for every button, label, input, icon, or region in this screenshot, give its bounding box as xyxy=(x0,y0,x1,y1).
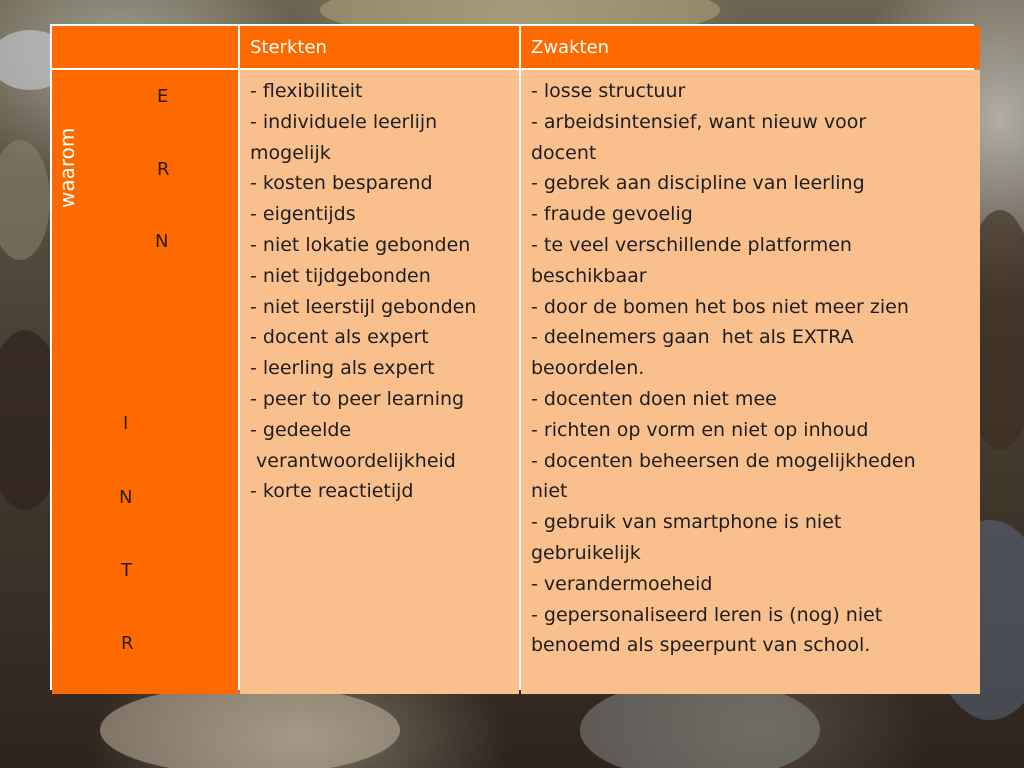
strength-line: - gedeelde xyxy=(250,418,352,441)
weakness-line: benoemd als speerpunt van school. xyxy=(531,634,871,657)
header-zwakten: Zwakten xyxy=(521,26,980,68)
weakness-line: - te veel verschillende platformen xyxy=(531,233,852,256)
weakness-line: - richten op vorm en niet op inhoud xyxy=(531,418,869,441)
weakness-line: - gepersonaliseerd leren is (nog) niet xyxy=(531,603,883,626)
weaknesses-cell xyxy=(521,70,980,694)
weakness-line: - verandermoeheid xyxy=(531,572,713,595)
strength-line: - niet leerstijl gebonden xyxy=(250,295,477,318)
letter-t: T xyxy=(121,560,132,581)
weakness-line: - docenten doen niet mee xyxy=(531,387,777,410)
strength-line: - docent als expert xyxy=(250,326,429,349)
weakness-line: - arbeidsintensief, want nieuw voor xyxy=(531,110,867,133)
letter-r2: R xyxy=(121,633,134,654)
swot-table xyxy=(50,24,974,690)
weakness-line: gebruikelijk xyxy=(531,541,641,564)
weakness-line: - docenten beheersen de mogelijkheden xyxy=(531,449,916,472)
strength-line: - peer to peer learning xyxy=(250,387,465,410)
strength-line: - flexibiliteit xyxy=(250,80,363,102)
weakness-line: - losse structuur xyxy=(531,80,686,102)
strength-line: - leerling als expert xyxy=(250,357,435,380)
weakness-line: - gebruik van smartphone is niet xyxy=(531,511,842,534)
weakness-line: - gebrek aan discipline van leerling xyxy=(531,172,865,195)
weakness-line: beoordelen. xyxy=(531,357,645,380)
strength-line: - individuele leerlijn xyxy=(250,110,438,133)
strength-line: - eigentijds xyxy=(250,203,356,226)
side-label-waarom: waarom xyxy=(55,127,79,208)
letter-i: I xyxy=(123,413,129,434)
letter-n: N xyxy=(155,231,169,252)
weakness-line: beschikbaar xyxy=(531,264,647,287)
letter-e: E xyxy=(157,86,169,107)
strength-line: mogelijk xyxy=(250,141,331,164)
strength-line: - niet lokatie gebonden xyxy=(250,233,471,256)
weakness-line: niet xyxy=(531,480,568,503)
strength-line: - niet tijdgebonden xyxy=(250,264,431,287)
header-empty-cell xyxy=(52,26,238,68)
weakness-line: - deelnemers gaan het als EXTRA xyxy=(531,326,854,349)
strength-line: - kosten besparend xyxy=(250,172,433,195)
strength-line: verantwoordelijkheid xyxy=(250,449,456,472)
weakness-line: - fraude gevoelig xyxy=(531,203,693,226)
strength-line: - korte reactietijd xyxy=(250,480,414,503)
side-label-cell xyxy=(52,70,238,694)
strengths-cell xyxy=(240,70,519,694)
weakness-line: docent xyxy=(531,141,597,164)
weakness-line: - door de bomen het bos niet meer zien xyxy=(531,295,909,318)
header-sterkten: Sterkten xyxy=(240,26,519,68)
letter-n2: N xyxy=(119,487,133,508)
letter-r: R xyxy=(157,159,170,180)
